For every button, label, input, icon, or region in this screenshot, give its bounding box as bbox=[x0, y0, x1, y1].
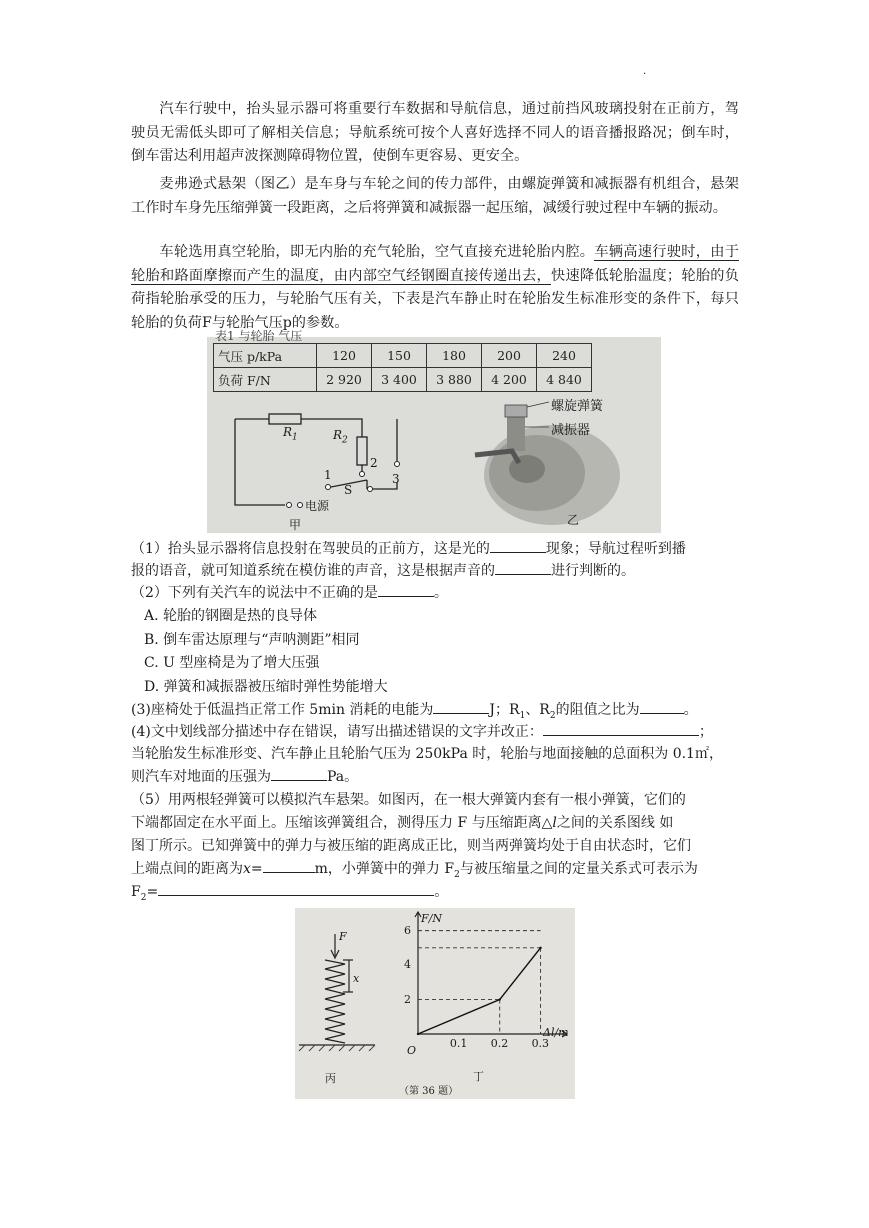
spring-label: 螺旋弹簧 bbox=[551, 399, 604, 414]
y-tick-label: 4 bbox=[404, 958, 411, 972]
data-point bbox=[499, 998, 501, 1000]
label-ding: 丁 bbox=[473, 1070, 484, 1083]
question-5-line-4: 上端点间的距离为x= m，小弹簧中的弹力 $F_2$与被压缩量之间的定量关系式可表示为 bbox=[131, 858, 698, 886]
paragraph-suspension: 麦弗逊式悬架（图乙）是车身与车轮之间的传力部件，由螺旋弹簧和减振器有机组合，悬架工作时车身先压缩弹簧一段距离，之后将弹簧和减振器一起压缩，减缓行驶过程中车辆的振动。 bbox=[131, 176, 739, 216]
data-point bbox=[417, 1033, 419, 1035]
load-cell: 2 920 bbox=[317, 368, 372, 392]
option-a: A. 轮胎的钢圈是热的良导体 bbox=[144, 608, 318, 624]
option-b: B. 倒车雷达原理与“声呐测距”相同 bbox=[144, 632, 360, 648]
underlined-statement: 车辆高速行驶时，由于轮胎和路面摩擦而产生的温度，由内部空气经钢圈直接传递出去， bbox=[131, 244, 739, 284]
figure-table-circuit-suspension bbox=[207, 329, 661, 533]
origin-label: O bbox=[407, 1044, 417, 1057]
row-pressure-label: 气压 p/kPa bbox=[214, 344, 317, 368]
load-cell: 4 200 bbox=[482, 368, 537, 392]
terminal-2: 2 bbox=[370, 456, 378, 470]
terminal-1: 1 bbox=[324, 468, 332, 482]
question-4-line-1: (4)文中划线部分描述中存在错误，请写出描述错误的文字并改正： ； bbox=[131, 721, 713, 743]
terminal-3: 3 bbox=[392, 472, 400, 486]
pressure-cell: 150 bbox=[372, 344, 427, 368]
option-d: D. 弹簧和减振器被压缩时弹性势能增大 bbox=[144, 679, 388, 695]
data-point bbox=[539, 947, 541, 949]
table-caption: 表1 与轮胎 气压 bbox=[215, 329, 303, 343]
force-line bbox=[418, 948, 541, 1034]
y-tick-label: 6 bbox=[404, 923, 411, 937]
x-tick-label: 0.2 bbox=[490, 1037, 509, 1050]
spring-graph-drawing bbox=[295, 908, 575, 1099]
question-4-line-3: 则汽车对地面的压强为 Pa。 bbox=[131, 766, 358, 788]
force-label: F bbox=[339, 930, 347, 943]
load-cell: 4 840 bbox=[537, 368, 592, 392]
label-yi: 乙 bbox=[567, 513, 580, 527]
pressure-cell: 120 bbox=[317, 344, 372, 368]
r2-label: $R_2$ bbox=[333, 428, 348, 446]
question-5-line-2: 下端都固定在水平面上。压缩该弹簧组合，测得压力 F 与压缩距离△l之间的关系图线 如 bbox=[131, 815, 674, 831]
question-3: (3)座椅处于低温挡正常工作 5min 消耗的电能为 J；$R_1$、$R_2$的阻值之比为 。 bbox=[131, 699, 698, 727]
x-tick-label: 0.3 bbox=[531, 1037, 550, 1050]
y-axis-label: F/N bbox=[421, 912, 442, 925]
figure-spring-graph bbox=[295, 908, 575, 1099]
paragraph-tire: 车轮选用真空轮胎，即无内胎的充气轮胎，空气直接充进轮胎内腔。车辆高速行驶时，由于轮胎和路面摩擦而产生的温度，由内部空气经钢圈直接传递出去，快速降低轮胎温度；轮胎的负荷指轮胎承受的压力，与轮胎气压有关，下表是汽车静止时在轮胎发生标准形变的条件下，每只轮胎的负荷F与轮胎气压p的参数。 bbox=[131, 244, 739, 331]
question-2: （2）下列有关汽车的说法中不正确的是 。 bbox=[131, 582, 448, 604]
pressure-cell: 200 bbox=[482, 344, 537, 368]
load-cell: 3 880 bbox=[427, 368, 482, 392]
load-cell: 3 400 bbox=[372, 368, 427, 392]
question-1-line-2: 报的语音，就可知道系统在模仿谁的声音，这是根据声音的 进行判断的。 bbox=[131, 560, 635, 582]
circuit-and-suspension-drawing bbox=[207, 337, 661, 533]
question-4-line-2: 当轮胎发生标准形变、汽车静止且轮胎气压为 250kPa 时，轮胎与地面接触的总面积为 0.1㎡， bbox=[131, 746, 723, 762]
label-bing: 丙 bbox=[325, 1072, 336, 1085]
x-axis-label: Δl/m bbox=[543, 1026, 569, 1039]
row-load-label: 负荷 F/N bbox=[214, 368, 317, 392]
question-5-line-3: 图丁所示。已知弹簧中的弹力与被压缩的距离成正比，则当两弹簧均处于自由状态时，它们 bbox=[131, 838, 691, 854]
y-tick-label: 2 bbox=[404, 992, 411, 1006]
option-c: C. U 型座椅是为了增大压强 bbox=[144, 655, 320, 671]
question-5-line-5: $F_2=$ 。 bbox=[131, 881, 448, 909]
x-label: x bbox=[353, 972, 360, 985]
question-1-line-1: （1）抬头显示器将信息投射在驾驶员的正前方，这是光的 现象；导航过程听到播 bbox=[131, 538, 686, 560]
question-5-line-1: （5）用两根轻弹簧可以模拟汽车悬架。如图丙，在一根大弹簧内套有一根小弹簧，它们的 bbox=[131, 792, 686, 808]
label-jia: 甲 bbox=[289, 518, 302, 532]
figure-caption: （第 36 题） bbox=[399, 1086, 459, 1097]
header-mark: . bbox=[643, 66, 647, 77]
switch-label: S bbox=[344, 483, 353, 497]
x-tick-label: 0.1 bbox=[449, 1037, 468, 1050]
pressure-cell: 180 bbox=[427, 344, 482, 368]
damper-label: 减振器 bbox=[551, 423, 591, 438]
r1-label: $R_1$ bbox=[283, 425, 298, 443]
pressure-cell: 240 bbox=[537, 344, 592, 368]
source-label: 电源 bbox=[305, 499, 330, 513]
paragraph-hud: 汽车行驶中，抬头显示器可将重要行车数据和导航信息，通过前挡风玻璃投射在正前方，驾驶员无需低头即可了解相关信息；导航系统可按个人喜好选择不同人的语音播报路况；倒车时，倒车雷达利用超声波探测障碍物位置，使倒车更容易、更安全。 bbox=[131, 101, 739, 164]
